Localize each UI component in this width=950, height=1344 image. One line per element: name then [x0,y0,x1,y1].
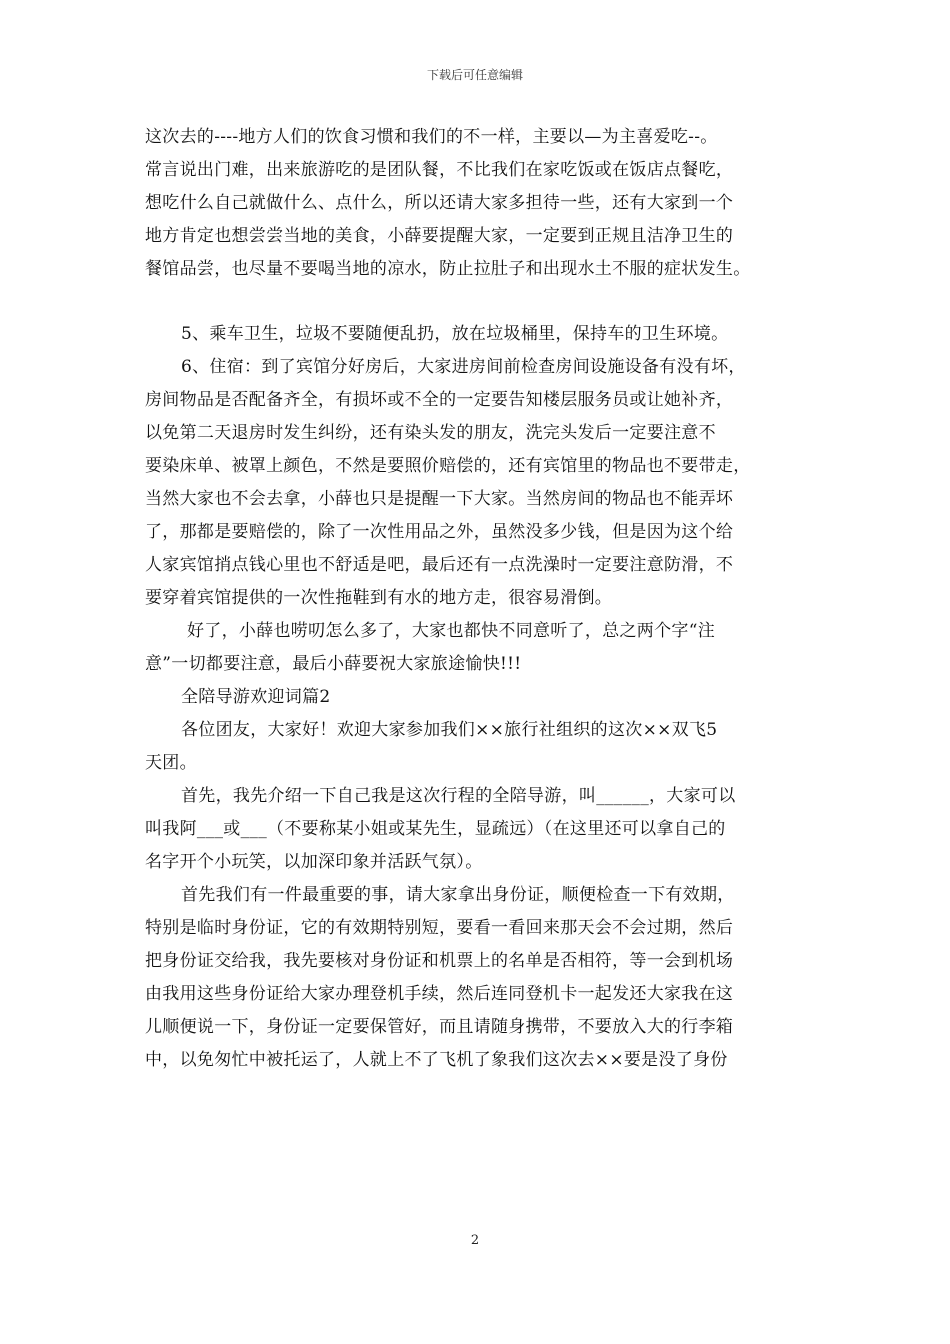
paragraph-gap [145,286,811,318]
heading-text: 全陪导游欢迎词篇2 [181,687,331,707]
text-line: 想吃什么自己就做什么、点什么，所以还请大家多担待一些，还有大家到一个 [145,193,734,213]
document-body [145,121,811,1077]
text-line: 要染床单、被罩上颜色，不然是要照价赔偿的，还有宾馆里的物品也不要带走， [145,456,751,476]
page-number: 2 [470,1233,480,1248]
text-line: 地方肯定也想尝尝当地的美食，小薛要提醒大家，一定要到正规且洁净卫生的 [145,226,734,246]
text-line: 中，以免匆忙中被托运了，人就上不了飞机了象我们这次去××要是没了身份 [145,1050,728,1070]
text-line: 叫我阿___或___（不要称某小姐或某先生，显疏远）（在这里还可以拿自己的 [145,819,726,839]
paragraph [145,121,811,286]
text-line: 餐馆品尝，也尽量不要喝当地的凉水，防止拉肚子和出现水土不服的症状发生。 [145,259,751,279]
text-line: 以免第二天退房时发生纠纷，还有染头发的朋友，洗完头发后一定要注意不 [145,423,716,443]
text-line: 各位团友，大家好！欢迎大家参加我们××旅行社组织的这次××双飞5 [181,720,718,740]
text-line: 天团。 [145,753,197,773]
text-line: 首先我们有一件最重要的事，请大家拿出身份证，顺便检查一下有效期， [181,885,735,905]
text-line: 了，那都是要赔偿的，除了一次性用品之外，虽然没多少钱，但是因为这个给 [145,522,734,542]
text-line: 首先，我先介绍一下自己我是这次行程的全陪导游，叫______，大家可以 [181,786,736,806]
text-line: 名字开个小玩笑，以加深印象并活跃气氛）。 [145,852,483,872]
paragraph [145,351,811,615]
section-heading [145,681,811,714]
text-line: 由我用这些身份证给大家办理登机手续，然后连同登机卡一起发还大家我在这 [145,984,734,1004]
text-line: 人家宾馆捎点钱心里也不舒适是吧，最后还有一点洗澡时一定要注意防滑，不 [145,555,734,575]
text-line: 特别是临时身份证，它的有效期特别短，要看一看回来那天会不会过期，然后 [145,918,734,938]
text-line: 要穿着宾馆提供的一次性拖鞋到有水的地方走，很容易滑倒。 [145,588,613,608]
text-line: 5、乘车卫生，垃圾不要随便乱扔，放在垃圾桶里，保持车的卫生环境。 [181,324,729,344]
paragraph [145,318,811,351]
text-line: 房间物品是否配备齐全，有损坏或不全的一定要告知楼层服务员或让她补齐， [145,390,734,410]
text-line: 6、住宿：到了宾馆分好房后，大家进房间前检查房间设施设备有没有坏， [181,357,746,377]
text-line: 儿顺便说一下，身份证一定要保管好，而且请随身携带，不要放入大的行李箱 [145,1017,734,1037]
paragraph [145,879,811,1077]
text-line: 常言说出门难，出来旅游吃的是团队餐，不比我们在家吃饭或在饭店点餐吃， [145,160,734,180]
text-line: 这次去的----地方人们的饮食习惯和我们的不一样，主要以—为主喜爱吃--。 [145,127,718,147]
page-header: 下载后可任意编辑 [426,68,523,82]
text-line: 好了，小薛也唠叨怎么多了，大家也都快不同意听了，总之两个字“注 [187,621,715,641]
text-line: 把身份证交给我，我先要核对身份证和机票上的名单是否相符，等一会到机场 [145,951,734,971]
paragraph [145,615,811,681]
text-line: 意”一切都要注意，最后小薛要祝大家旅途愉快!!! [145,654,522,674]
paragraph [145,780,811,879]
paragraph [145,714,811,780]
text-line: 当然大家也不会去拿，小薛也只是提醒一下大家。当然房间的物品也不能弄坏 [145,489,734,509]
